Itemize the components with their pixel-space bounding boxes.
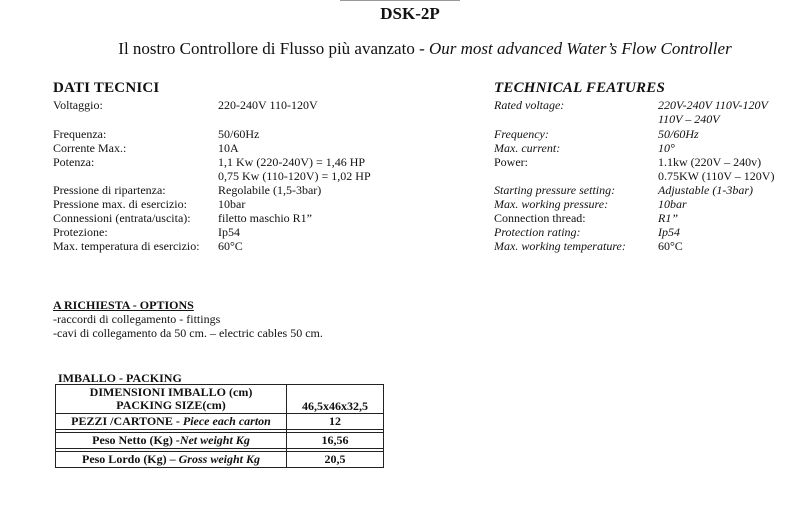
spec-label: Max. temperatura di esercizio: [53, 239, 200, 253]
dati-tecnici-heading: DATI TECNICI [53, 80, 160, 96]
spec-label: Potenza: [53, 155, 95, 169]
feature-label: Max. working pressure: [494, 197, 609, 211]
gross-weight-value: 20,5 [287, 452, 384, 468]
document-title: DSK-2P [380, 4, 440, 23]
document-subtitle [0, 39, 800, 59]
packing-size-label-line2: PACKING SIZE(cm) [116, 398, 226, 412]
spec-label: Protezione: [53, 225, 108, 239]
net-weight-label-plain: Peso Netto (Kg) - [92, 433, 180, 447]
feature-value: Ip54 [658, 225, 680, 239]
feature-label: Connection thread: [494, 211, 586, 225]
spec-value: filetto maschio R1” [218, 211, 312, 225]
spec-value: 50/60Hz [218, 127, 260, 141]
feature-value: R1” [658, 211, 679, 225]
feature-value: 220V-240V 110V-120V [658, 98, 768, 112]
feature-value: 50/60Hz [658, 127, 699, 141]
feature-value: 0.75KW (110V – 120V) [658, 169, 775, 183]
net-weight-label [56, 433, 287, 449]
table-row [56, 385, 384, 414]
spec-label: Pressione di ripartenza: [53, 183, 166, 197]
options-title: A RICHIESTA - OPTIONS [53, 298, 194, 312]
net-weight-value: 16,56 [287, 433, 384, 449]
gross-weight-label-italic: Gross weight Kg [178, 452, 260, 466]
feature-label: Protection rating: [494, 225, 581, 239]
feature-label: Rated voltage: [494, 98, 565, 112]
feature-label: Max. working temperature: [494, 239, 626, 253]
gross-weight-label [56, 452, 287, 468]
gross-weight-label-plain: Peso Lordo (Kg) – [81, 452, 179, 466]
feature-value: 60°C [658, 239, 683, 253]
feature-label: Starting pressure setting: [494, 183, 616, 197]
spec-value: 10bar [218, 197, 246, 211]
packing-size-label-line1: DIMENSIONI IMBALLO (cm) [89, 385, 253, 399]
subtitle-english: Our most advanced Water’s Flow Controller [428, 39, 732, 58]
pieces-label-italic: Piece each carton [182, 414, 271, 428]
net-weight-label-italic: Net weight Kg [179, 433, 250, 447]
technical-features-heading: TECHNICAL FEATURES [494, 80, 666, 96]
option-item: -cavi di collegamento da 50 cm. – electric cables 50 cm. [53, 326, 323, 340]
table-row [56, 452, 384, 468]
feature-label: Power: [494, 155, 528, 169]
spec-value: 0,75 Kw (110-120V) = 1,02 HP [218, 169, 371, 183]
pieces-label [56, 414, 287, 430]
pieces-label-plain: PEZZI /CARTONE - [71, 414, 183, 428]
feature-label: Max. current: [494, 141, 561, 155]
spec-value: Regolabile (1,5-3bar) [218, 183, 322, 197]
table-row [56, 414, 384, 430]
spec-value: 60°C [218, 239, 243, 253]
feature-value: Adjustable (1-3bar) [658, 183, 753, 197]
spec-label: Pressione max. di esercizio: [53, 197, 187, 211]
subtitle-italian: Il nostro Controllore di Flusso più avanzato - [118, 39, 429, 58]
feature-label: Frequency: [494, 127, 549, 141]
top-rule [340, 0, 460, 1]
spec-label: Corrente Max.: [53, 141, 127, 155]
feature-value: 10° [658, 141, 675, 155]
packing-title: IMBALLO - PACKING [58, 371, 182, 385]
spec-label: Frequenza: [53, 127, 107, 141]
packing-size-value: 46,5x46x32,5 [287, 385, 384, 414]
spec-value: 10A [218, 141, 239, 155]
spec-label: Connessioni (entrata/uscita): [53, 211, 191, 225]
spec-value: 1,1 Kw (220-240V) = 1,46 HP [218, 155, 366, 169]
feature-value: 10bar [658, 197, 687, 211]
spec-label: Voltaggio: [53, 98, 103, 112]
feature-value: 1.1kw (220V – 240v) [658, 155, 762, 169]
option-item: -raccordi di collegamento - fittings [53, 312, 221, 326]
spec-value: Ip54 [218, 225, 240, 239]
table-row [56, 433, 384, 449]
packing-size-label [56, 385, 287, 414]
feature-value: 110V – 240V [658, 112, 720, 126]
pieces-value: 12 [287, 414, 384, 430]
spec-value: 220-240V 110-120V [218, 98, 318, 112]
packing-table [55, 384, 384, 468]
